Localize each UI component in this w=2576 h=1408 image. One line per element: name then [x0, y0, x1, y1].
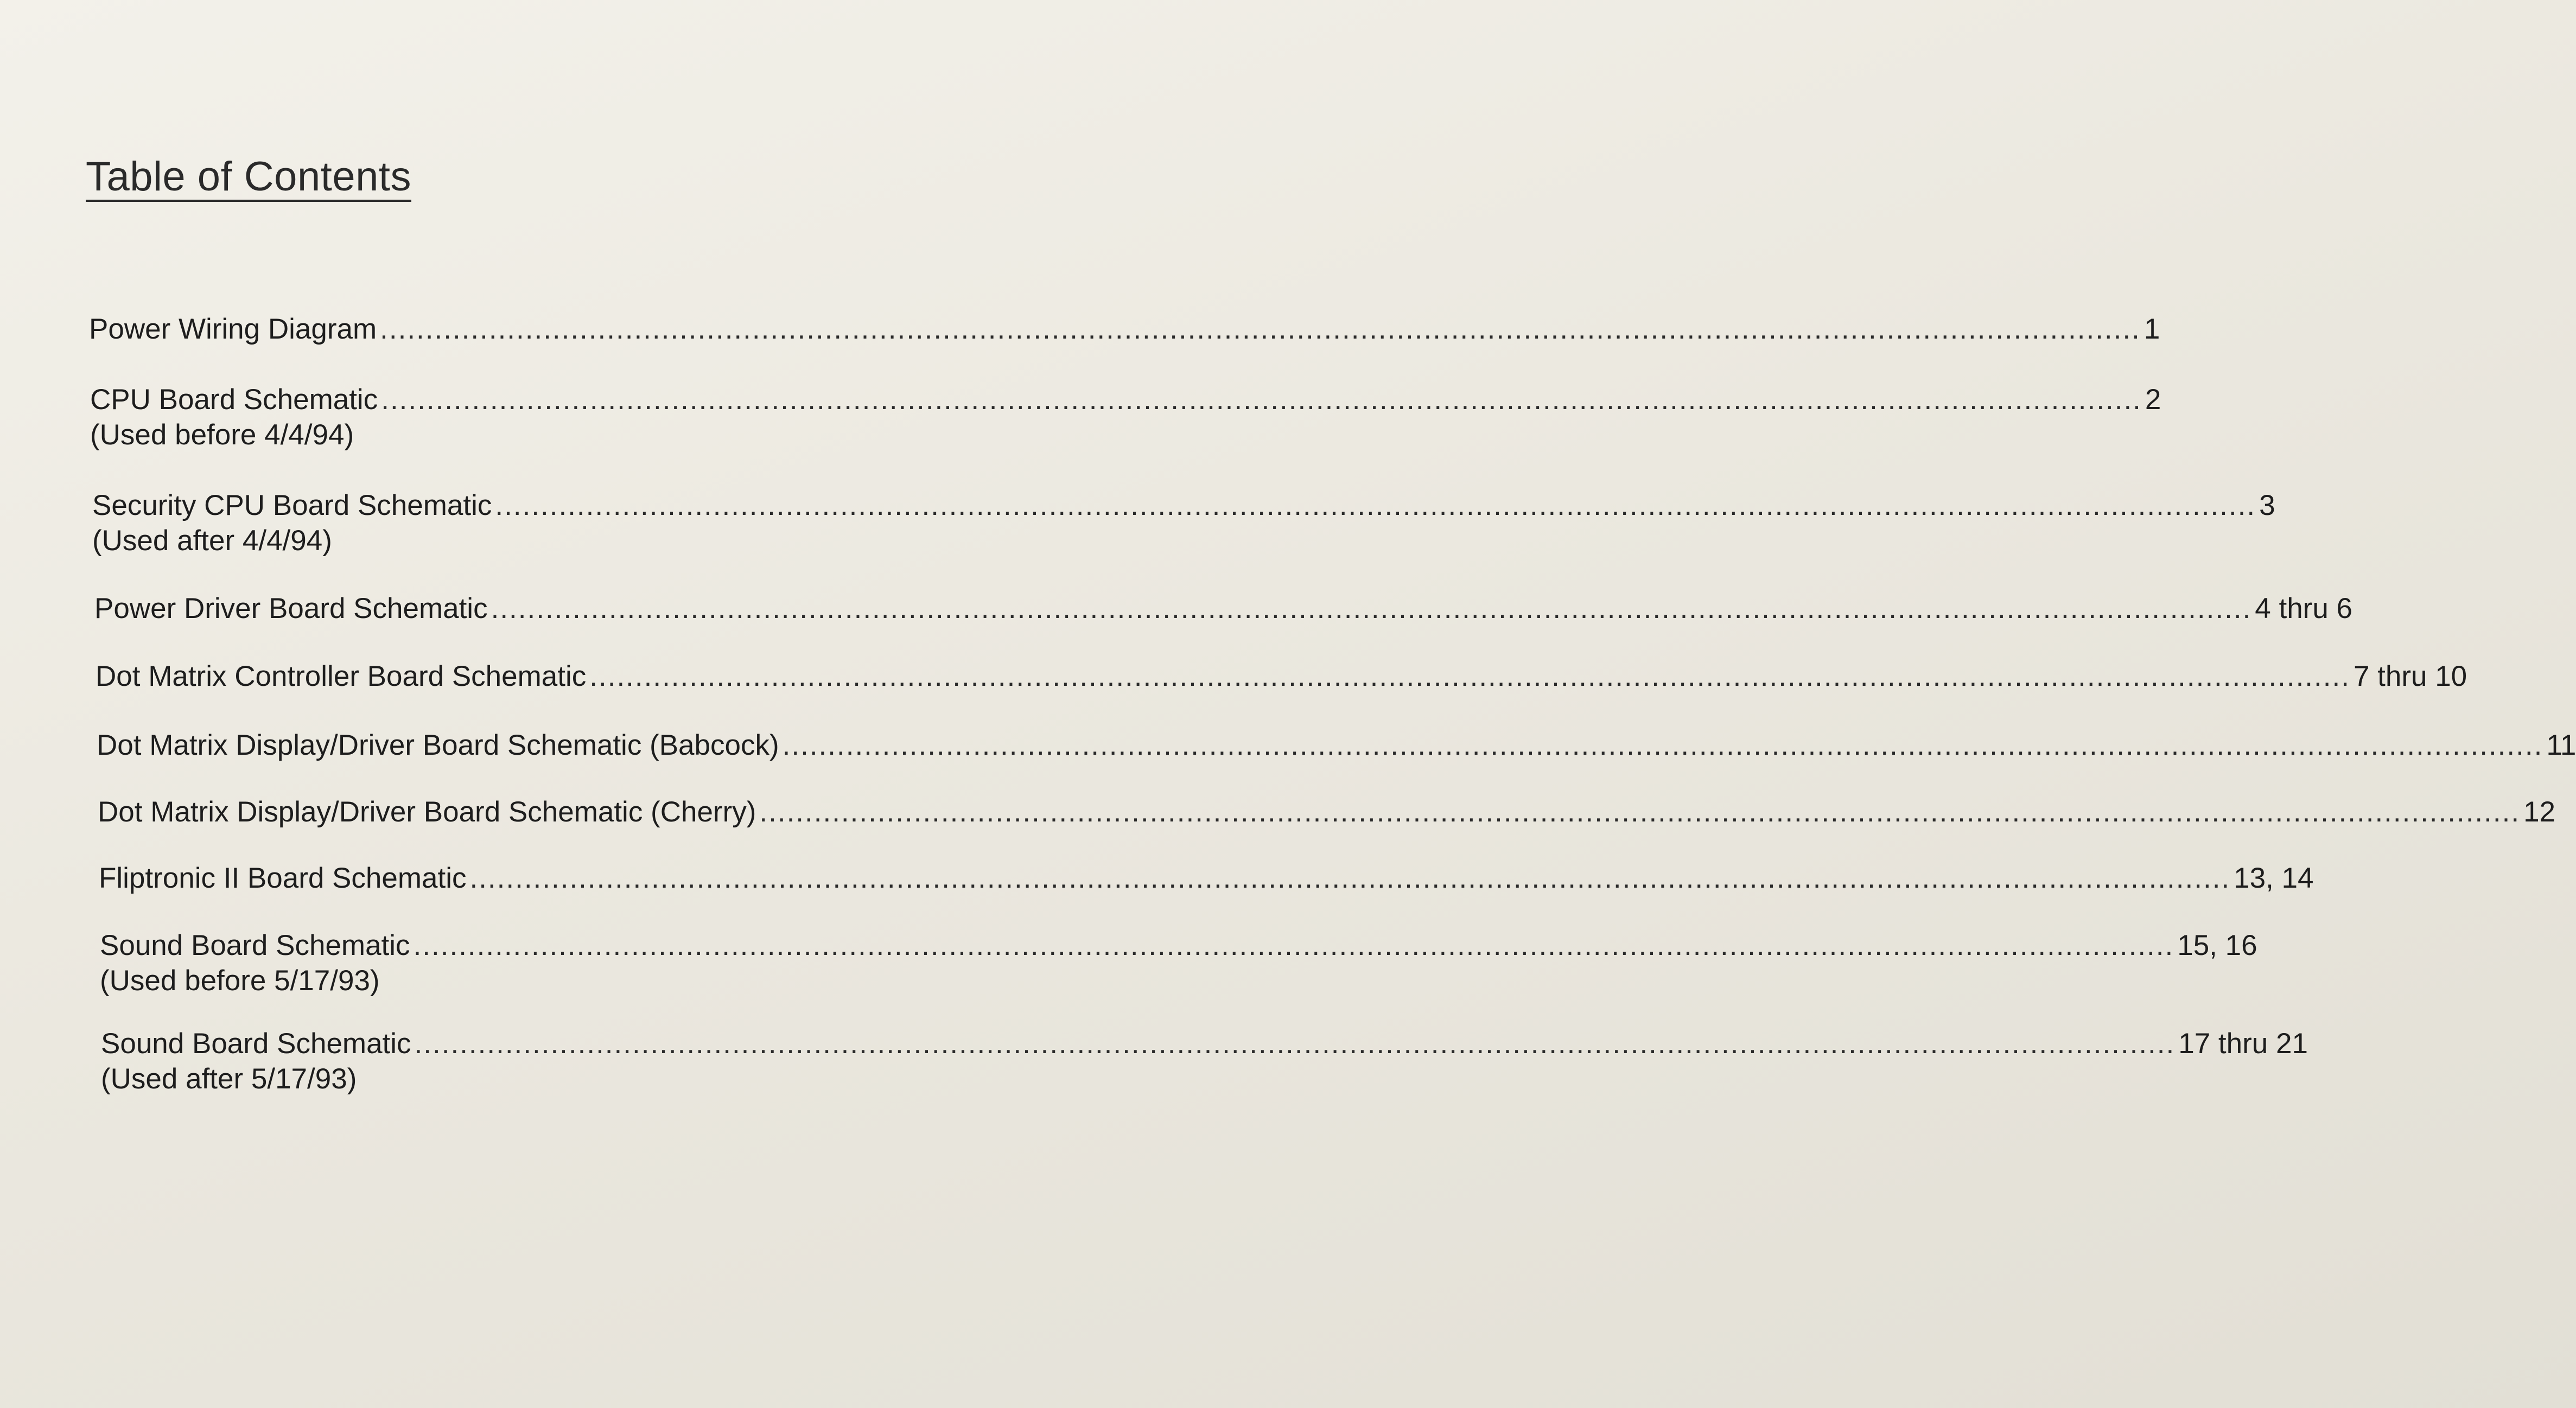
entry-title: Dot Matrix Display/Driver Board Schematic (Babcock) — [97, 729, 779, 761]
entry-title: Power Wiring Diagram — [89, 313, 377, 345]
toc-entry — [101, 1028, 2308, 1095]
entry-page-number: 3 — [2259, 489, 2275, 521]
entry-page-number: 12 — [2523, 796, 2556, 828]
toc-entry — [96, 660, 2467, 692]
toc-entry — [90, 384, 2161, 451]
dot-leader: .................................................................................................................................................................................................. — [469, 862, 2231, 894]
dot-leader: .................................................................................................................................................................................................. — [759, 796, 2521, 828]
entry-note: (Used before 5/17/93) — [100, 965, 380, 997]
dot-leader: .................................................................................................................................................................................................. — [495, 489, 2256, 521]
entry-page-number: 7 thru 10 — [2353, 660, 2467, 692]
entry-page-number: 13, 14 — [2234, 862, 2314, 894]
toc-entry — [89, 313, 2160, 345]
entry-note: (Used after 5/17/93) — [101, 1063, 357, 1095]
toc-entry — [97, 729, 2576, 761]
entry-page-number: 15, 16 — [2177, 929, 2257, 961]
dot-leader: .................................................................................................................................................................................................. — [413, 929, 2174, 961]
entry-page-number: 17 thru 21 — [2178, 1028, 2308, 1060]
entry-note: (Used before 4/4/94) — [90, 419, 354, 451]
toc-entry — [92, 489, 2275, 557]
toc-entry — [99, 862, 2314, 894]
entry-title: Fliptronic II Board Schematic — [99, 862, 467, 894]
page-title: Table of Contents — [86, 156, 411, 202]
dot-leader: .................................................................................................................................................................................................. — [381, 384, 2142, 416]
dot-leader: .................................................................................................................................................................................................. — [491, 592, 2252, 625]
entry-title: CPU Board Schematic — [90, 384, 378, 416]
dot-leader: .................................................................................................................................................................................................. — [589, 660, 2350, 692]
entry-note: (Used after 4/4/94) — [92, 525, 332, 557]
entry-title: Security CPU Board Schematic — [92, 489, 492, 521]
dot-leader: .................................................................................................................................................................................................. — [782, 729, 2543, 761]
entry-page-number: 11 — [2546, 729, 2576, 761]
toc-entry — [98, 796, 2556, 828]
entry-page-number: 4 thru 6 — [2255, 592, 2352, 625]
entry-title: Dot Matrix Controller Board Schematic — [96, 660, 587, 692]
entry-title: Power Driver Board Schematic — [94, 592, 488, 625]
toc-entry — [100, 929, 2257, 997]
entry-title: Dot Matrix Display/Driver Board Schematic (Cherry) — [98, 796, 756, 828]
entry-title: Sound Board Schematic — [100, 929, 410, 961]
entry-page-number: 1 — [2144, 313, 2160, 345]
toc-entry — [94, 592, 2352, 625]
dot-leader: .................................................................................................................................................................................................. — [380, 313, 2141, 345]
dot-leader: .................................................................................................................................................................................................. — [414, 1028, 2176, 1060]
entry-page-number: 2 — [2145, 384, 2161, 416]
entry-title: Sound Board Schematic — [101, 1028, 411, 1060]
